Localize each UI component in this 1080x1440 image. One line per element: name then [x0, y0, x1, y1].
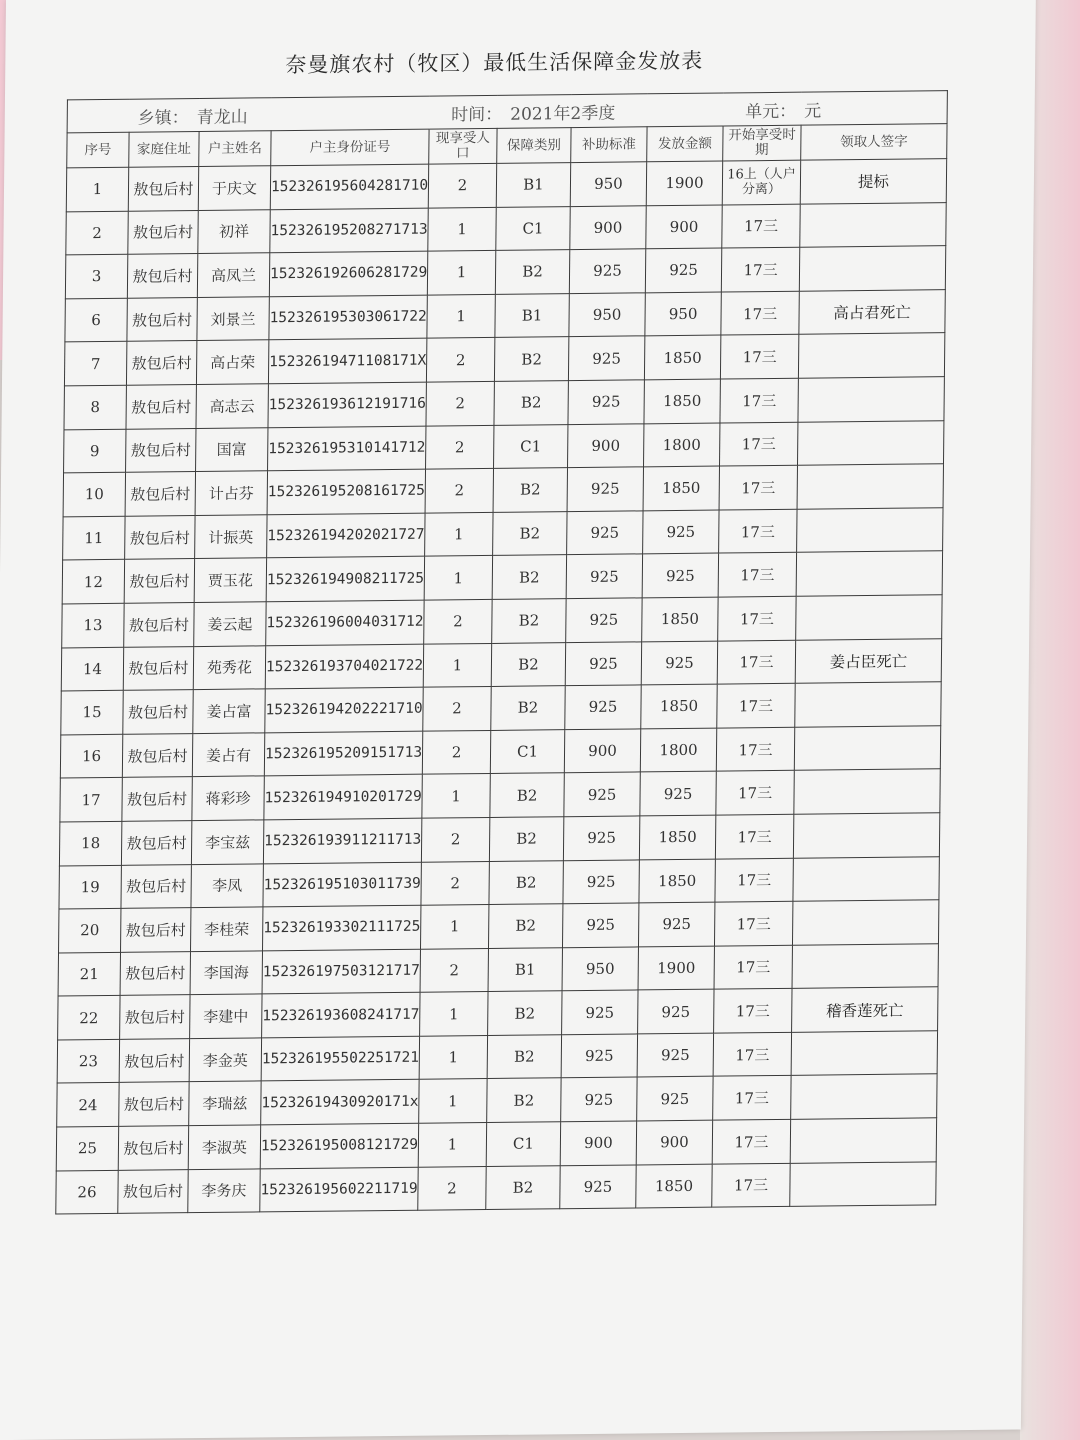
cell-amount: 925: [645, 248, 721, 292]
cell-address: 敖包后村: [120, 951, 190, 995]
cell-start: 17三: [714, 989, 792, 1033]
cell-seq: 11: [63, 516, 125, 560]
cell-address: 敖包后村: [125, 515, 195, 559]
cell-standard: 925: [564, 772, 640, 816]
cell-type: B2: [489, 817, 563, 861]
cell-people: 2: [426, 338, 494, 382]
cell-name: 李务庆: [188, 1169, 260, 1213]
cell-people: 1: [420, 992, 488, 1036]
cell-type: B2: [495, 250, 569, 294]
cell-type: B2: [491, 686, 565, 730]
cell-amount: 925: [637, 1033, 713, 1077]
cell-start: 17三: [720, 378, 798, 422]
cell-name: 初祥: [198, 209, 270, 253]
cell-standard: 950: [570, 162, 646, 206]
cell-amount: 1850: [641, 684, 717, 728]
cell-name: 贾玉花: [194, 558, 266, 602]
cell-address: 敖包后村: [118, 1169, 188, 1213]
cell-id: 152326195303061722: [269, 295, 427, 340]
cell-name: 计占芬: [195, 471, 267, 515]
cell-start: 17三: [717, 683, 795, 727]
cell-people: 2: [422, 730, 490, 774]
header-id: 户主身份证号: [271, 129, 429, 166]
header-name: 户主姓名: [199, 131, 271, 167]
cell-id: 152326193612191716: [268, 382, 426, 427]
cell-seq: 6: [65, 298, 127, 342]
cell-id: 15232619471108171X: [268, 338, 426, 383]
cell-amount: 925: [638, 989, 714, 1033]
cell-type: C1: [490, 729, 564, 773]
cell-sign: [797, 464, 943, 509]
cell-sign: [794, 769, 940, 814]
cell-address: 敖包后村: [118, 1126, 188, 1170]
cell-amount: 1850: [639, 859, 715, 903]
cell-people: 1: [423, 643, 491, 687]
cell-name: 高志云: [196, 384, 268, 428]
cell-seq: 24: [57, 1083, 119, 1127]
cell-id: 152326195604281710: [270, 164, 428, 209]
cell-id: 152326194910201729: [264, 774, 422, 819]
cell-people: 2: [423, 687, 491, 731]
cell-amount: 925: [642, 553, 718, 597]
cell-seq: 17: [60, 778, 122, 822]
cell-sign: [798, 420, 944, 465]
cell-id: 152326194202021727: [267, 513, 425, 558]
header-people: 现享受人口: [429, 128, 497, 164]
cell-people: 2: [428, 163, 496, 207]
cell-id: 152326192606281729: [269, 251, 427, 296]
cell-sign: [791, 1074, 937, 1119]
cell-seq: 3: [65, 254, 127, 298]
cell-name: 李建中: [190, 994, 262, 1038]
cell-seq: 22: [58, 996, 120, 1040]
cell-name: 高占荣: [196, 340, 268, 384]
cell-seq: 14: [61, 647, 123, 691]
cell-name: 李金英: [189, 1038, 261, 1082]
cell-name: 蒋彩珍: [192, 776, 264, 820]
cell-id: 152326195602211719: [260, 1167, 418, 1212]
cell-start: 17三: [719, 509, 797, 553]
cell-standard: 925: [566, 554, 642, 598]
cell-id: 152326195008121729: [260, 1123, 418, 1168]
cell-seq: 21: [58, 952, 120, 996]
cell-amount: 900: [636, 1120, 712, 1164]
cell-start: 17三: [720, 422, 798, 466]
cell-people: 1: [425, 512, 493, 556]
cell-amount: 1850: [642, 597, 718, 641]
cell-start: 16上（人户分离）: [722, 160, 800, 204]
cell-address: 敖包后村: [128, 210, 198, 254]
cell-type: C1: [496, 206, 570, 250]
cell-standard: 900: [564, 729, 640, 773]
cell-id: 152326195502251721: [261, 1036, 419, 1081]
cell-address: 敖包后村: [123, 690, 193, 734]
cell-id: 152326195208271713: [270, 208, 428, 253]
cell-people: 1: [420, 905, 488, 949]
cell-sign: [792, 943, 938, 988]
cell-name: 国富: [196, 427, 268, 471]
cell-name: 姜占富: [193, 689, 265, 733]
cell-id: 152326193302111725: [263, 905, 421, 950]
cell-people: 2: [426, 381, 494, 425]
cell-start: 17三: [712, 1119, 790, 1163]
cell-amount: 925: [638, 902, 714, 946]
cell-standard: 950: [569, 293, 645, 337]
cell-address: 敖包后村: [122, 777, 192, 821]
time-cell: [429, 93, 723, 129]
cell-start: 17三: [715, 858, 793, 902]
cell-standard: 925: [565, 685, 641, 729]
cell-amount: 925: [641, 641, 717, 685]
cell-name: 高凤兰: [197, 253, 269, 297]
cell-sign: [796, 595, 942, 640]
cell-start: 17三: [713, 1076, 791, 1120]
cell-id: 152326193704021722: [265, 644, 423, 689]
header-address: 家庭住址: [129, 131, 199, 167]
cell-amount: 1900: [638, 946, 714, 990]
cell-address: 敖包后村: [126, 341, 196, 385]
document-title: 奈曼旗农村（牧区）最低生活保障金发放表: [285, 48, 704, 78]
cell-amount: 925: [640, 771, 716, 815]
cell-name: 苑秀花: [193, 645, 265, 689]
cell-address: 敖包后村: [121, 864, 191, 908]
cell-address: 敖包后村: [122, 733, 192, 777]
cell-id: 152326193911211713: [263, 818, 421, 863]
cell-sign: [800, 202, 946, 247]
cell-standard: 900: [570, 205, 646, 249]
cell-seq: 1: [66, 167, 128, 211]
cell-standard: 900: [560, 1121, 636, 1165]
township-label: 乡镇：: [137, 107, 189, 129]
cell-type: B1: [488, 947, 562, 991]
cell-id: 152326195103011739: [263, 862, 421, 907]
cell-start: 17三: [712, 1163, 790, 1207]
cell-address: 敖包后村: [120, 995, 190, 1039]
table-row: [56, 1161, 936, 1214]
cell-type: B2: [493, 468, 567, 512]
header-type: 保障类别: [497, 128, 571, 164]
cell-seq: 8: [64, 385, 126, 429]
cell-address: 敖包后村: [121, 821, 191, 865]
cell-standard: 925: [560, 1165, 636, 1209]
cell-seq: 25: [56, 1126, 118, 1170]
cell-standard: 925: [562, 903, 638, 947]
cell-address: 敖包后村: [121, 908, 191, 952]
cell-sign: [795, 682, 941, 727]
cell-sign: [790, 1161, 936, 1206]
cell-id: 152326195209151713: [264, 731, 422, 776]
cell-standard: 925: [562, 990, 638, 1034]
cell-amount: 1850: [644, 335, 720, 379]
cell-sign: [798, 333, 944, 378]
cell-sign: [797, 507, 943, 552]
cell-sign: [794, 725, 940, 770]
cell-start: 17三: [721, 291, 799, 335]
cell-type: C1: [494, 424, 568, 468]
time-label: 时间：: [451, 104, 503, 125]
cell-name: 李宝兹: [191, 820, 263, 864]
cell-standard: 925: [569, 249, 645, 293]
cell-name: 姜占有: [192, 733, 264, 777]
cell-seq: 7: [64, 342, 126, 386]
cell-standard: 925: [567, 467, 643, 511]
cell-address: 敖包后村: [124, 602, 194, 646]
cell-id: 152326196004031712: [266, 600, 424, 645]
cell-seq: 18: [59, 821, 121, 865]
cell-standard: 925: [561, 1034, 637, 1078]
cell-name: 于庆文: [198, 166, 270, 210]
cell-people: 2: [424, 599, 492, 643]
cell-sign: [793, 900, 939, 945]
cell-amount: 1900: [646, 161, 722, 205]
cell-people: 1: [418, 1123, 486, 1167]
cell-seq: 13: [62, 603, 124, 647]
cell-address: 敖包后村: [124, 559, 194, 603]
header-sign: 领取人签字: [801, 124, 947, 161]
cell-name: 姜云起: [194, 602, 266, 646]
cell-people: 1: [419, 1035, 487, 1079]
cell-people: 2: [420, 948, 488, 992]
cell-address: 敖包后村: [125, 472, 195, 516]
cell-id: 152326193608241717: [262, 992, 420, 1037]
cell-address: 敖包后村: [119, 1082, 189, 1126]
cell-sign: [798, 377, 944, 422]
cell-people: 1: [427, 294, 495, 338]
cell-name: 计振英: [195, 515, 267, 559]
cell-type: B2: [488, 904, 562, 948]
cell-people: 2: [421, 817, 489, 861]
cell-standard: 925: [565, 641, 641, 685]
cell-people: 2: [425, 469, 493, 513]
unit-label: 单元：: [745, 101, 797, 122]
cell-amount: 1800: [644, 423, 720, 467]
unit-cell: [723, 91, 947, 126]
cell-id: 152326194202221710: [265, 687, 423, 732]
cell-type: B2: [488, 991, 562, 1035]
payment-table: [55, 90, 948, 1215]
cell-amount: 950: [645, 292, 721, 336]
unit-value: 元: [804, 100, 822, 122]
cell-people: 1: [424, 556, 492, 600]
header-start: 开始享受时期: [723, 125, 801, 161]
cell-standard: 925: [563, 859, 639, 903]
cell-amount: 1850: [644, 379, 720, 423]
cell-start: 17三: [717, 640, 795, 684]
cell-address: 敖包后村: [127, 297, 197, 341]
cell-address: 敖包后村: [128, 166, 198, 210]
cell-people: 1: [422, 774, 490, 818]
cell-type: B2: [494, 381, 568, 425]
cell-start: 17三: [716, 771, 794, 815]
cell-start: 17三: [719, 465, 797, 509]
cell-type: B2: [490, 773, 564, 817]
cell-start: 17三: [713, 1032, 791, 1076]
cell-type: B2: [487, 1078, 561, 1122]
cell-start: 17三: [716, 727, 794, 771]
cell-sign: [799, 246, 945, 291]
cell-start: 17三: [714, 945, 792, 989]
header-seq: 序号: [67, 132, 129, 168]
cell-type: B2: [493, 511, 567, 555]
time-value: 2021年2季度: [510, 103, 616, 125]
cell-standard: 925: [561, 1077, 637, 1121]
cell-seq: 2: [66, 211, 128, 255]
cell-start: 17三: [715, 901, 793, 945]
cell-start: 17三: [722, 204, 800, 248]
cell-type: B2: [492, 555, 566, 599]
cell-sign: 姜占臣死亡: [795, 638, 941, 683]
cell-people: 2: [426, 425, 494, 469]
cell-start: 17三: [718, 596, 796, 640]
cell-address: 敖包后村: [123, 646, 193, 690]
cell-address: 敖包后村: [127, 254, 197, 298]
cell-sign: [791, 1031, 937, 1076]
cell-seq: 19: [59, 865, 121, 909]
cell-seq: 9: [64, 429, 126, 473]
township-cell: [67, 96, 429, 133]
cell-seq: 23: [57, 1039, 119, 1083]
table-wrapper: [55, 90, 947, 1215]
cell-sign: [796, 551, 942, 596]
cell-address: 敖包后村: [119, 1039, 189, 1083]
cell-id: 152326195310141712: [268, 426, 426, 471]
cell-standard: 950: [562, 947, 638, 991]
cell-id: 15232619430920171x: [261, 1080, 419, 1125]
cell-sign: 提标: [800, 159, 946, 204]
cell-amount: 900: [646, 205, 722, 249]
cell-people: 1: [427, 251, 495, 295]
cell-type: B1: [496, 163, 570, 207]
cell-sign: [793, 813, 939, 858]
cell-sign: [790, 1118, 936, 1163]
cell-amount: 1850: [643, 466, 719, 510]
cell-name: 李桂荣: [191, 907, 263, 951]
cell-people: 2: [418, 1166, 486, 1210]
cell-name: 李瑞兹: [189, 1081, 261, 1125]
cell-name: 李国海: [190, 951, 262, 995]
cell-name: 刘景兰: [197, 297, 269, 341]
cell-sign: 高占君死亡: [799, 289, 945, 334]
cell-standard: 925: [567, 511, 643, 555]
cell-people: 1: [428, 207, 496, 251]
header-amount: 发放金额: [647, 126, 723, 162]
cell-address: 敖包后村: [126, 384, 196, 428]
cell-type: B2: [486, 1165, 560, 1209]
cell-seq: 26: [56, 1170, 118, 1214]
cell-standard: 900: [568, 423, 644, 467]
cell-seq: 15: [61, 690, 123, 734]
cell-start: 17三: [715, 814, 793, 858]
cell-type: B2: [494, 337, 568, 381]
cell-start: 17三: [718, 553, 796, 597]
cell-amount: 925: [637, 1077, 713, 1121]
cell-type: B2: [491, 642, 565, 686]
cell-standard: 925: [566, 598, 642, 642]
cell-type: C1: [486, 1122, 560, 1166]
cell-sign: [793, 856, 939, 901]
cell-type: B2: [489, 860, 563, 904]
cell-amount: 1800: [640, 728, 716, 772]
header-standard: 补助标准: [571, 127, 647, 163]
cell-amount: 925: [643, 510, 719, 554]
township-value: 青龙山: [196, 106, 248, 128]
cell-seq: 16: [60, 734, 122, 778]
cell-start: 17三: [721, 247, 799, 291]
cell-seq: 20: [59, 908, 121, 952]
cell-id: 152326194908211725: [266, 556, 424, 601]
cell-standard: 925: [568, 380, 644, 424]
cell-start: 17三: [720, 335, 798, 379]
cell-sign: 稽香莲死亡: [792, 987, 938, 1032]
cell-type: B2: [487, 1035, 561, 1079]
cell-amount: 1850: [636, 1164, 712, 1208]
cell-address: 敖包后村: [126, 428, 196, 472]
cell-people: 1: [419, 1079, 487, 1123]
cell-name: 李淑英: [188, 1125, 260, 1169]
cell-seq: 10: [63, 472, 125, 516]
cell-type: B1: [495, 293, 569, 337]
cell-standard: 925: [563, 816, 639, 860]
cell-amount: 1850: [639, 815, 715, 859]
cell-name: 李凤: [191, 863, 263, 907]
cell-seq: 12: [62, 560, 124, 604]
cell-id: 152326197503121717: [262, 949, 420, 994]
cell-type: B2: [492, 599, 566, 643]
cell-id: 152326195208161725: [267, 469, 425, 514]
cell-standard: 925: [568, 336, 644, 380]
cell-people: 2: [421, 861, 489, 905]
